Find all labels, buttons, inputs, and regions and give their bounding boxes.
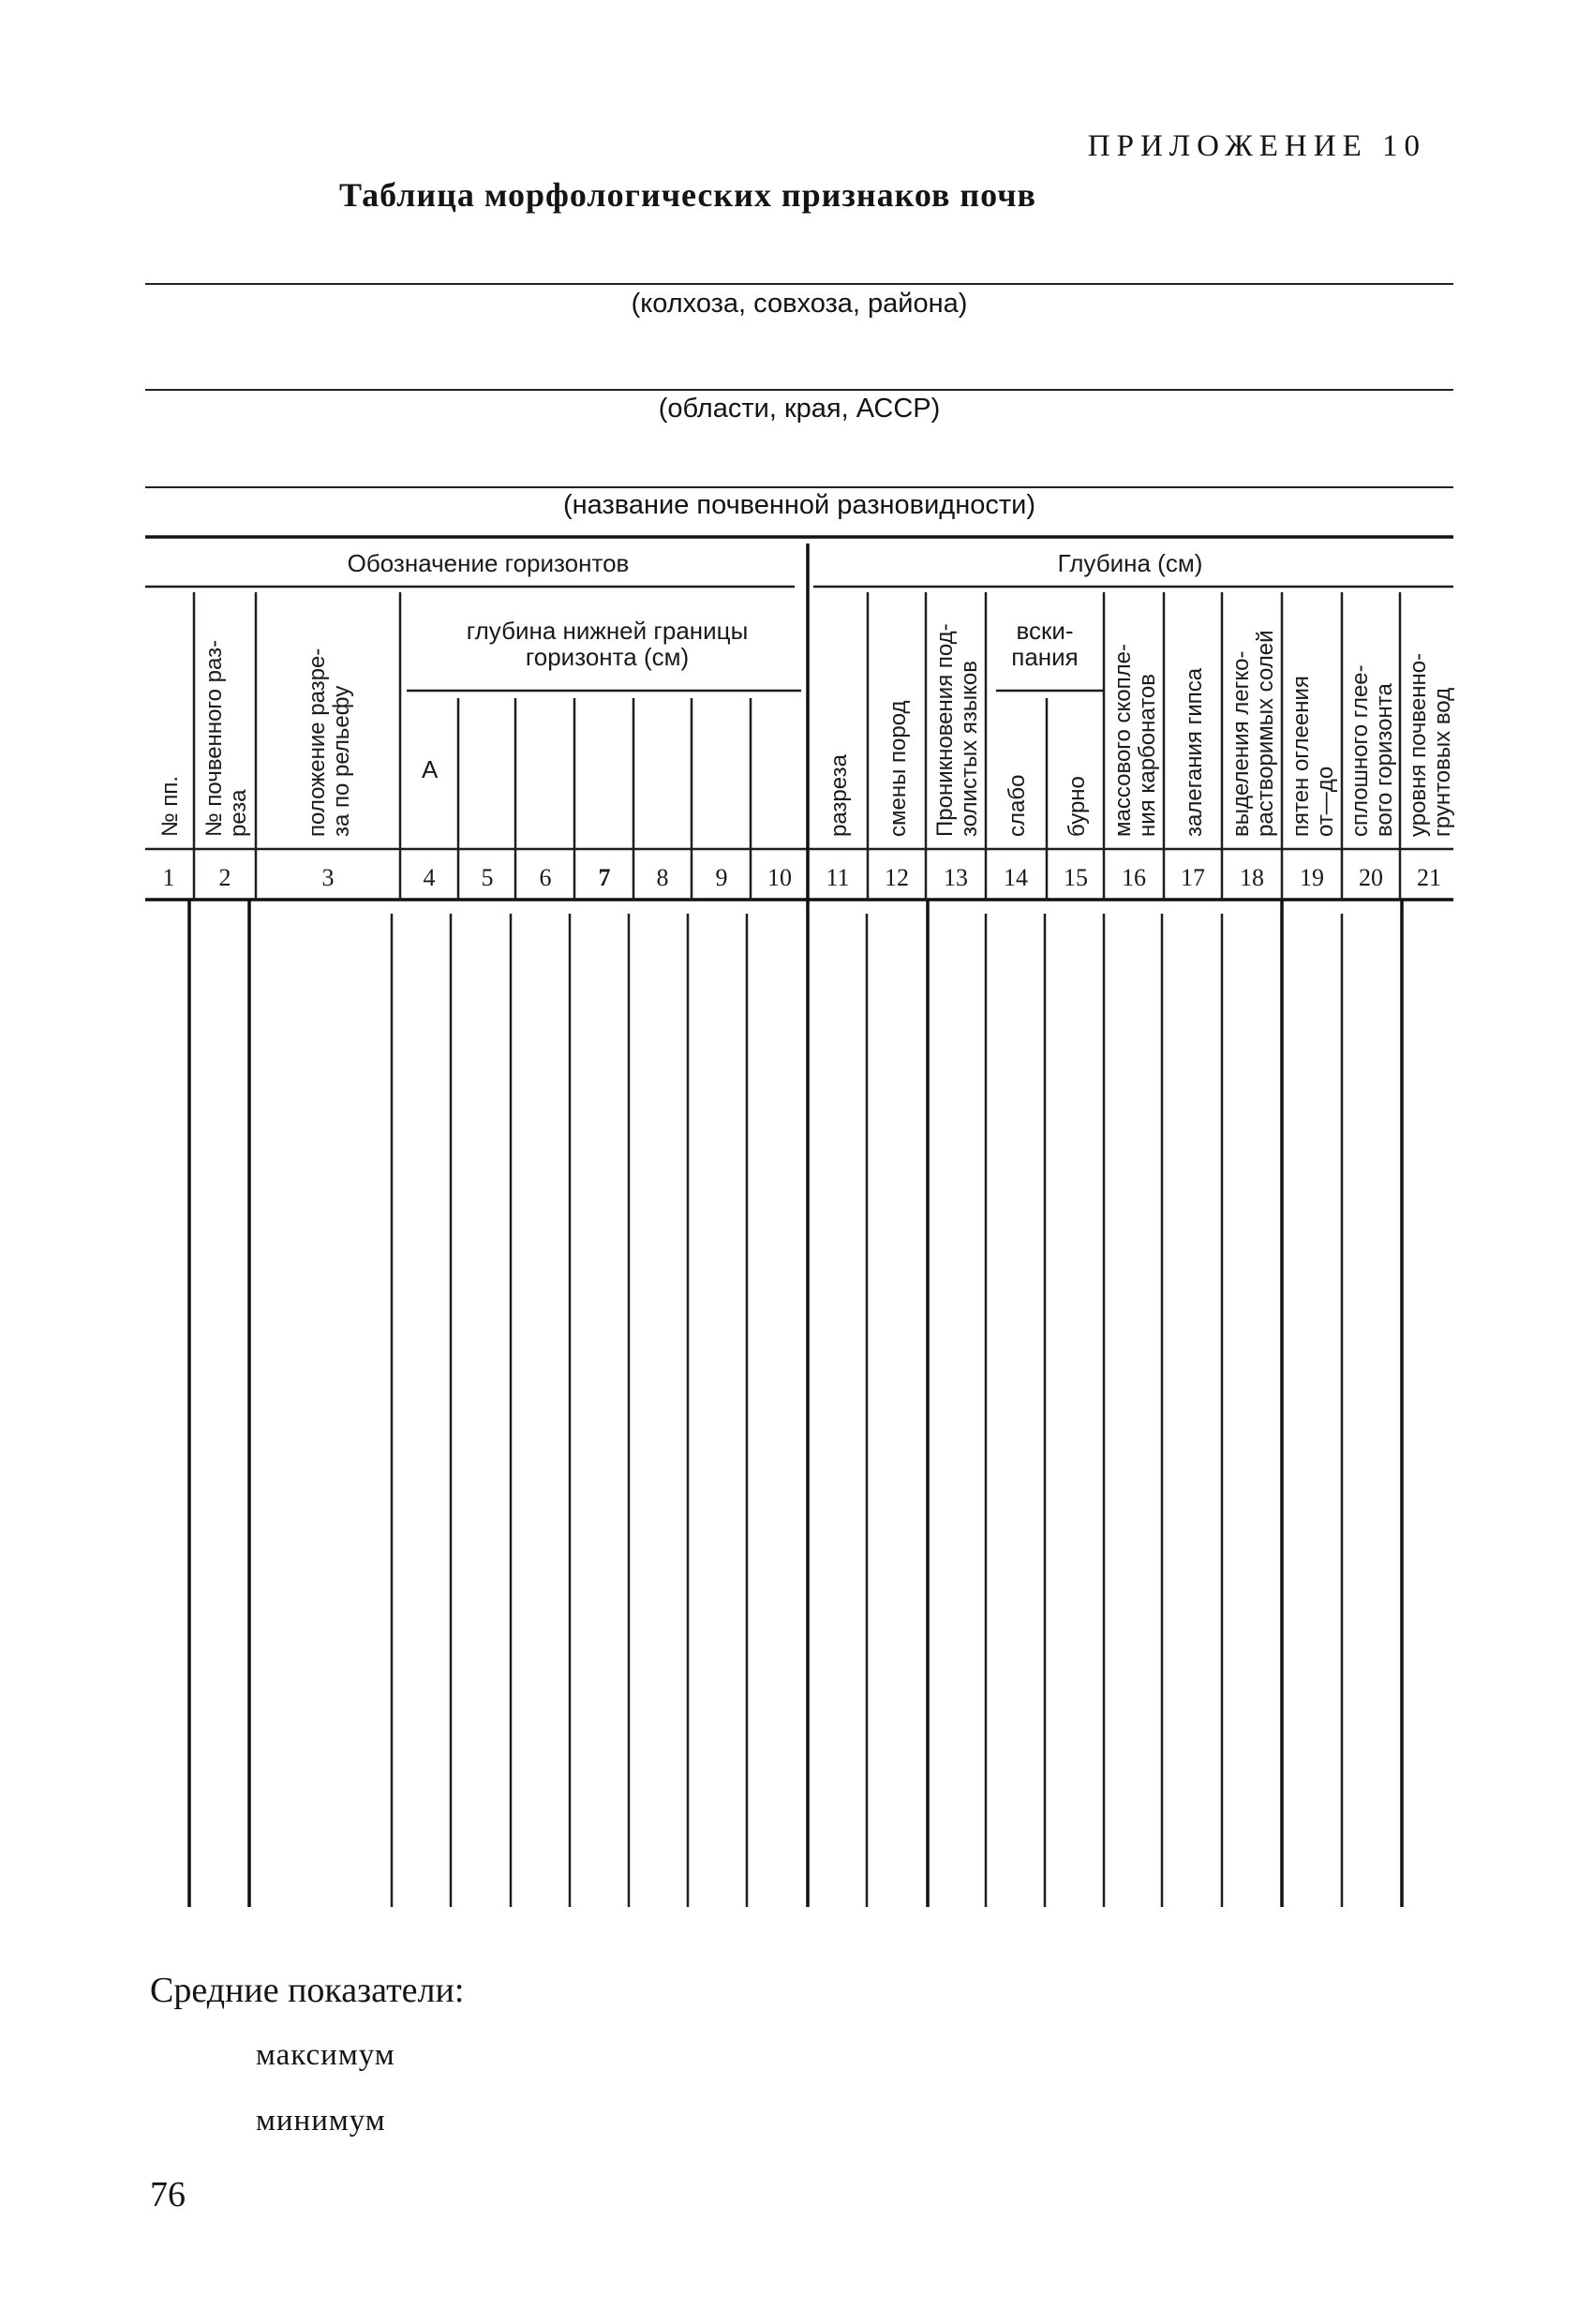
page-title: Таблица морфологических признаков почв — [339, 176, 1036, 214]
caption-region: (области, края, АССР) — [658, 394, 941, 424]
header-depth: Глубина (см) — [1057, 549, 1203, 577]
column-number-6: 6 — [539, 864, 552, 891]
column-13-label-line-2: золистых языков — [957, 661, 982, 837]
column-number-21: 21 — [1417, 864, 1441, 891]
column-rules — [194, 544, 1400, 900]
maximum-label: максимум — [256, 2038, 395, 2072]
column-20-label-line-2: вого горизонта — [1372, 683, 1397, 837]
column-21-label-line-2: грунтовых вод — [1430, 687, 1455, 837]
column-number-16: 16 — [1122, 864, 1146, 891]
body-rules — [189, 900, 1402, 1907]
averages-label: Средние показатели: — [150, 1971, 465, 2010]
column-14-label-line-1: слабо — [1005, 774, 1030, 837]
column-number-20: 20 — [1359, 864, 1383, 891]
column-18-label-line-2: растворимых солей — [1253, 630, 1278, 837]
column-21-label-line-1: уровня почвенно- — [1406, 652, 1431, 837]
column-number-4: 4 — [423, 864, 436, 891]
column-1-label-line-1: № пп. — [157, 775, 183, 837]
header-lower-boundary-line1: глубина нижней границы — [466, 617, 749, 645]
column-19-label-line-2: от—до — [1313, 766, 1338, 837]
column-number-1: 1 — [162, 864, 175, 891]
column-3-label-line-1: положение разре- — [305, 648, 330, 837]
column-number-17: 17 — [1181, 864, 1205, 891]
column-18-label-line-1: выделения легко- — [1228, 650, 1254, 837]
column-number-19: 19 — [1300, 864, 1324, 891]
caption-farm: (колхоза, совхоза, района) — [631, 289, 968, 319]
header-effervescence-line1: вски- — [1016, 617, 1074, 645]
column-3-label-line-2: за по рельефу — [329, 685, 354, 837]
column-13-label-line-1: Проникновения под- — [932, 623, 958, 837]
column-17-label-line-1: залегания гипса — [1182, 667, 1207, 837]
column-number-13: 13 — [944, 864, 968, 891]
column-number-9: 9 — [715, 864, 728, 891]
column-number-18: 18 — [1240, 864, 1264, 891]
minimum-label: минимум — [256, 2104, 386, 2138]
column-number-3: 3 — [321, 864, 335, 891]
column-2-label-line-2: реза — [226, 789, 251, 837]
column-12-label-line-1: смены пород — [886, 700, 911, 837]
header-horizons: Обозначение горизонтов — [347, 549, 630, 577]
column-15-label-line-1: бурно — [1064, 776, 1090, 837]
column-number-11: 11 — [826, 864, 850, 891]
column-number-12: 12 — [885, 864, 909, 891]
column-number-2: 2 — [218, 864, 231, 891]
column-number-5: 5 — [481, 864, 494, 891]
appendix-label: ПРИЛОЖЕНИЕ 10 — [1087, 129, 1426, 163]
column-number-7: 7 — [598, 864, 611, 891]
column-19-label-line-1: пятен оглеения — [1288, 676, 1314, 837]
header-lower-boundary-line2: горизонта (см) — [525, 643, 690, 671]
column-number-8: 8 — [656, 864, 669, 891]
column-2-label-line-1: № почвенного раз- — [201, 639, 227, 837]
page-number: 76 — [150, 2175, 186, 2214]
horizon-letter: А — [422, 755, 439, 783]
column-number-10: 10 — [767, 864, 792, 891]
column-16-label-line-1: массового скопле- — [1110, 644, 1136, 837]
column-20-label-line-1: сплошного глее- — [1347, 664, 1373, 837]
caption-soil-variety: (название почвенной разновидности) — [563, 490, 1035, 520]
column-number-15: 15 — [1064, 864, 1088, 891]
column-11-label-line-1: разреза — [826, 754, 852, 837]
column-number-14: 14 — [1004, 864, 1028, 891]
header-effervescence-line2: пания — [1011, 643, 1079, 671]
column-numbers — [163, 864, 1442, 891]
column-16-label-line-2: ния карбонатов — [1135, 673, 1160, 837]
